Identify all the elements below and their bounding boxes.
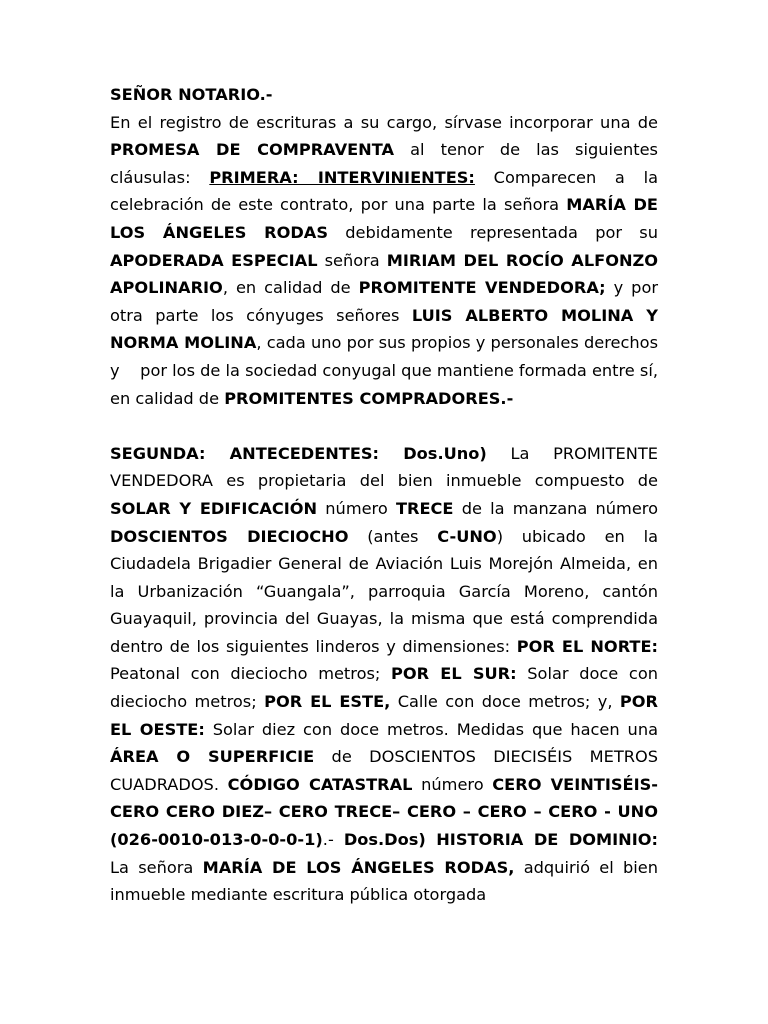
text-run: , cada uno por sus propios y personales derechos y por los de la sociedad conyugal que mantiene formada entre sí, en calidad de	[110, 333, 658, 408]
boundary-east-label: POR EL ESTE,	[264, 692, 391, 712]
heading-text: SEÑOR NOTARIO.-	[110, 85, 273, 104]
representative-role: APODERADA ESPECIAL	[110, 250, 318, 270]
clause-segunda-title: SEGUNDA: ANTECEDENTES: Dos.Uno)	[110, 443, 487, 463]
text-run: ) ubicado en la Ciudadela Brigadier General de Aviación Luis Morejón Almeida, en la Urbanización “Guangala”, parroquia García Moreno, cantón Guayaquil, provincia del Guayas, la misma que está comprendida dentro de los siguientes linderos y dimensiones:	[110, 526, 658, 656]
text-run: La señora	[110, 857, 203, 877]
text-run: Comparecen a la celebración de este contrato, por una parte la señora	[110, 167, 658, 215]
ownership-history-title: Dos.Dos) HISTORIA DE DOMINIO:	[343, 830, 658, 850]
text-run: En el registro de escrituras a su cargo, sírvase incorporar una de	[110, 112, 658, 132]
text-run: y por otra parte los cónyuges señores	[110, 278, 658, 325]
text-run: de DOSCIENTOS DIECISÉIS METROS CUADRADOS.	[110, 747, 659, 794]
boundary-south-label: POR EL SUR:	[391, 664, 517, 684]
paragraph-gap	[110, 412, 658, 440]
text-run: Solar diez con doce metros. Medidas que hacen una	[204, 719, 658, 739]
clause-primera-paragraph	[110, 109, 658, 413]
clause-segunda-paragraph	[110, 440, 658, 909]
former-block-number: C-UNO	[437, 526, 497, 546]
representative-name: MIRIAM DEL ROCÍO ALFONZO APOLINARIO	[110, 250, 659, 298]
cadastral-code-value: CERO VEINTISÉIS-CERO CERO DIEZ– CERO TRECE– CERO – CERO – CERO - UNO (026-0010-013-0-0-0-1)	[110, 774, 658, 850]
text-run: señora	[317, 250, 387, 270]
lot-number: TRECE	[395, 498, 454, 518]
property-type: SOLAR Y EDIFICACIÓN	[110, 498, 318, 518]
boundary-west-label: POR EL OESTE:	[110, 692, 658, 739]
text-run: La PROMITENTE VENDEDORA es propietaria del bien inmueble compuesto de	[110, 443, 658, 491]
seller-role: PROMITENTE VENDEDORA;	[358, 278, 606, 298]
cadastral-code-label: CÓDIGO CATASTRAL	[227, 774, 413, 794]
seller-name: MARÍA DE LOS ÁNGELES RODAS	[110, 195, 658, 242]
document-body	[110, 81, 658, 909]
text-run: .-	[322, 830, 344, 850]
previous-owner-name: MARÍA DE LOS ÁNGELES RODAS,	[202, 857, 515, 877]
text-run: (antes	[348, 526, 438, 546]
text-run: Calle con doce metros; y,	[390, 692, 620, 712]
text-run: al tenor de las siguientes cláusulas:	[110, 140, 658, 187]
text-run: Solar doce con dieciocho metros;	[110, 664, 658, 712]
text-run: debidamente representada por su	[327, 222, 658, 242]
text-run: número	[412, 774, 493, 794]
text-run: número	[317, 498, 396, 518]
boundary-north-label: POR EL NORTE:	[516, 636, 658, 656]
area-label: ÁREA O SUPERFICIE	[110, 747, 315, 767]
buyer-role: PROMITENTES COMPRADORES.-	[224, 388, 514, 408]
text-run: Peatonal con dieciocho metros;	[110, 664, 392, 684]
text-run: adquirió el bien inmueble mediante escritura pública otorgada	[110, 857, 658, 905]
text-run: , en calidad de	[222, 278, 359, 298]
contract-type: PROMESA DE COMPRAVENTA	[110, 140, 395, 160]
document-heading	[110, 81, 658, 109]
text-run: de la manzana número	[453, 498, 658, 518]
clause-primera-title	[209, 168, 475, 187]
block-number: DOSCIENTOS DIECIOCHO	[110, 526, 349, 546]
clause-primera-title-text: PRIMERA: INTERVINIENTES:	[209, 167, 475, 187]
buyer-names: LUIS ALBERTO MOLINA Y NORMA MOLINA	[110, 305, 658, 353]
